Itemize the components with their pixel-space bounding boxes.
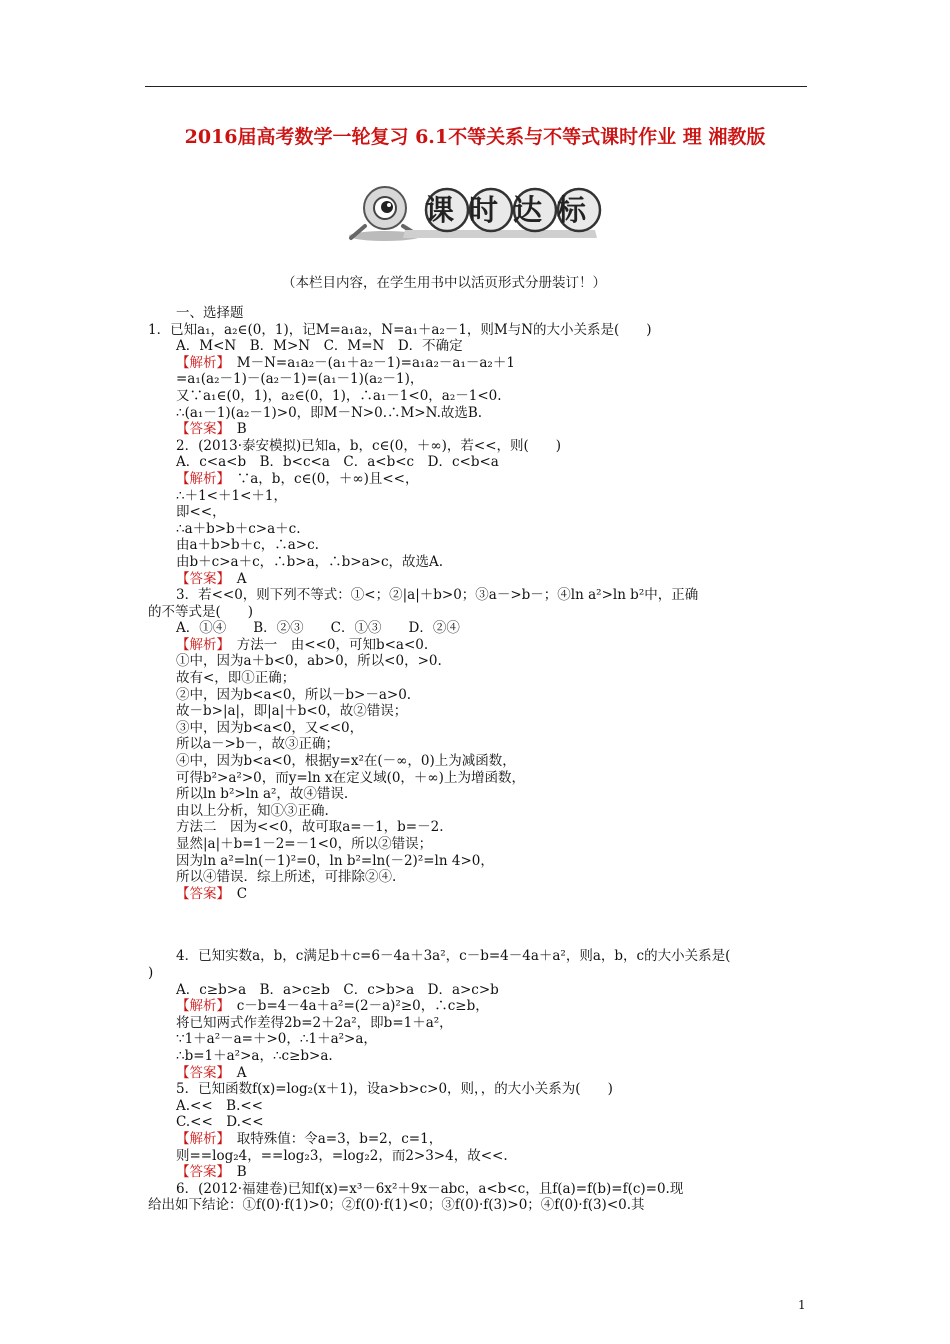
text-line <box>148 670 818 687</box>
line-text: 所以a－>b－，故③正确； <box>176 736 340 753</box>
text-line <box>148 803 818 820</box>
line-text: 由a＋b>b＋c，∴a>c. <box>176 537 319 554</box>
text-line <box>148 948 818 965</box>
analysis-label: 【解析】 <box>176 636 224 653</box>
text-line <box>148 836 818 853</box>
text-line <box>148 637 818 654</box>
text-line <box>148 537 818 554</box>
line-text: 的不等式是( ) <box>148 603 254 620</box>
analysis-label: 【解析】 <box>176 1130 224 1147</box>
line-text: A．①④ B．②③ C．①③ D．②④ <box>176 620 460 637</box>
analysis-label: 【解析】 <box>176 470 224 487</box>
text-line <box>148 587 818 604</box>
line-text: A <box>223 1064 247 1081</box>
line-text: ②中，因为b<a<0，所以－b>－a>0. <box>176 686 412 703</box>
text-line <box>148 1081 818 1098</box>
line-text: 显然|a|＋b=1－2=－1<0，所以②错误； <box>176 836 433 852</box>
text-line <box>148 869 818 886</box>
answer-label: 【答案】 <box>176 885 224 902</box>
document-body <box>148 305 818 1214</box>
line-text: ∴＋1<＋1<＋1， <box>176 487 287 504</box>
line-text: 将已知两式作差得2b=2＋2a²，即b=1＋a²， <box>176 1014 453 1031</box>
text-line <box>148 1148 818 1165</box>
line-text: 故－b>|a|，即|a|＋b<0，故②错误； <box>176 703 408 720</box>
line-text: ∴(a₁－1)(a₂－1)>0，即M－N>0.∴M>N.故选B. <box>176 404 483 421</box>
text-line <box>148 355 818 372</box>
line-text: ∵a，b，c∈(0，＋∞)且<<， <box>223 470 419 487</box>
text-line <box>148 371 818 388</box>
line-text: A．c≥b>a B．a>c≥b C．c>b>a D．a>c>b <box>176 981 499 998</box>
line-text: 则==log₂4，==log₂3，=log₂2，而2>3>4，故<<. <box>176 1147 508 1164</box>
text-line <box>148 853 818 870</box>
text-line <box>148 982 818 999</box>
line-text: C <box>223 885 248 902</box>
line-text: 所以④错误．综上所述，可排除②④. <box>176 869 397 886</box>
text-line <box>148 703 818 720</box>
text-line <box>148 965 818 982</box>
text-line <box>148 1197 818 1214</box>
header-rule <box>145 86 807 87</box>
text-line <box>148 753 818 770</box>
answer-label: 【答案】 <box>176 421 224 438</box>
text-line <box>148 1164 818 1181</box>
line-text: 一、选择题 <box>176 305 244 321</box>
text-line <box>148 736 818 753</box>
line-text: 由以上分析，知①③正确. <box>176 802 329 819</box>
line-text: 5．已知函数f(x)=log₂(x＋1)，设a>b>c>0，则，，的大小关系为( ) <box>176 1081 613 1098</box>
text-line <box>148 1098 818 1115</box>
line-text: ∴a＋b>b＋c>a＋c. <box>176 520 301 537</box>
analysis-label: 【解析】 <box>176 354 224 371</box>
text-line <box>148 305 818 322</box>
text-line <box>148 819 818 836</box>
line-text: ①中，因为a＋b<0，ab>0，所以<0，>0. <box>176 653 442 670</box>
line-text: B <box>223 1164 247 1181</box>
line-text: 又∵a₁∈(0，1)，a₂∈(0，1)，∴a₁－1<0，a₂－1<0. <box>176 387 502 404</box>
line-text: A．M<N B．M>N C．M=N D．不确定 <box>176 338 463 355</box>
line-text: 所以ln b²>ln a²，故④错误. <box>176 786 349 803</box>
answer-label: 【答案】 <box>176 1164 224 1181</box>
banner-graphic <box>345 182 605 244</box>
text-line <box>148 421 818 438</box>
line-text: 1．已知a₁，a₂∈(0，1)，记M=a₁a₂，N=a₁＋a₂－1，则M与N的大小关系是( ) <box>148 321 652 338</box>
line-text: ∴b=1＋a²>a，∴c≥b>a. <box>176 1047 333 1064</box>
text-line <box>148 521 818 538</box>
text-line <box>148 720 818 737</box>
line-text: A．c<a<b B．b<c<a C．a<b<c D．c<b<a <box>176 454 499 471</box>
line-text: 6．(2012·福建卷)已知f(x)=x³－6x²＋9x－abc，a<b<c，且f(a)=f(b)=f(c)=0.现 <box>176 1180 684 1197</box>
line-text: 方法一 由<<0，可知b<a<0. <box>223 636 429 653</box>
line-text: ③中，因为b<a<0，又<<0， <box>176 719 364 736</box>
line-text: C.<< D.<< <box>176 1114 264 1131</box>
line-text: M－N=a₁a₂－(a₁＋a₂－1)=a₁a₂－a₁－a₂＋1 <box>223 354 515 371</box>
banner-text: 课时达标 <box>424 193 602 227</box>
text-line <box>148 786 818 803</box>
line-text: ④中，因为b<a<0，根据y=x²在(－∞，0)上为减函数， <box>176 753 516 770</box>
answer-label: 【答案】 <box>176 570 224 587</box>
line-text: 由b＋c>a＋c，∴b>a，∴b>a>c，故选A. <box>176 553 444 570</box>
text-line <box>148 653 818 670</box>
line-text: 故有<，即①正确； <box>176 670 296 687</box>
line-text: 4．已知实数a，b，c满足b＋c=6－4a＋3a²，c－b=4－4a＋a²，则a，b，c的大小关系是( <box>176 948 731 965</box>
text-line <box>148 454 818 471</box>
text-line <box>148 488 818 505</box>
page-title: 2016届高考数学一轮复习 6.1不等关系与不等式课时作业 理 湘教版 <box>184 126 766 148</box>
text-line <box>148 1181 818 1198</box>
text-line <box>148 1031 818 1048</box>
text-line <box>148 471 818 488</box>
text-line <box>148 687 818 704</box>
line-text: ) <box>148 964 154 981</box>
text-line <box>148 1048 818 1065</box>
page-number: 1 <box>798 1298 806 1312</box>
text-line <box>148 571 818 588</box>
text-line <box>148 405 818 422</box>
line-text: =a₁(a₂－1)－(a₂－1)=(a₁－1)(a₂－1)， <box>176 371 424 388</box>
line-text: A.<< B.<< <box>176 1097 263 1114</box>
line-text: B <box>223 421 247 438</box>
line-text: 可得b²>a²>0，而y=ln x在定义域(0，＋∞)上为增函数， <box>176 769 525 786</box>
text-line <box>148 388 818 405</box>
line-text: 即<<， <box>176 504 226 521</box>
text-line <box>148 554 818 571</box>
text-line <box>148 886 818 903</box>
text-line <box>148 998 818 1015</box>
line-text: 因为ln a²=ln(－1)²=0，ln b²=ln(－2)²=ln 4>0， <box>176 852 494 869</box>
spacer <box>148 902 818 948</box>
text-line <box>148 770 818 787</box>
answer-label: 【答案】 <box>176 1064 224 1081</box>
line-text: 3．若<<0，则下列不等式：①<；②|a|＋b>0；③a－>b－；④ln a²>ln b²中，正确 <box>176 587 699 604</box>
analysis-label: 【解析】 <box>176 998 224 1015</box>
line-text: 方法二 因为<<0，故可取a=－1，b=－2. <box>176 819 444 836</box>
text-line <box>148 504 818 521</box>
text-line <box>148 1114 818 1131</box>
line-text: c－b=4－4a＋a²=(2－a)²≥0，∴c≥b， <box>223 998 489 1015</box>
text-line <box>148 438 818 455</box>
line-text: 取特殊值：令a=3，b=2，c=1， <box>223 1130 443 1147</box>
text-line <box>148 1015 818 1032</box>
line-text: A <box>223 570 247 587</box>
line-text: 给出如下结论：①f(0)·f(1)>0；②f(0)·f(1)<0；③f(0)·f(3)>0；④f(0)·f(3)<0.其 <box>148 1197 645 1214</box>
text-line <box>148 620 818 637</box>
text-line <box>148 338 818 355</box>
text-line <box>148 1065 818 1082</box>
line-text: ∵1＋a²－a=＋>0，∴1＋a²>a， <box>176 1031 377 1048</box>
text-line <box>148 604 818 621</box>
text-line <box>148 1131 818 1148</box>
line-text: 2．(2013·泰安模拟)已知a，b，c∈(0，＋∞)，若<<，则( ) <box>176 437 562 454</box>
binding-note: （本栏目内容，在学生用书中以活页形式分册装订！） <box>282 275 606 291</box>
text-line <box>148 322 818 339</box>
